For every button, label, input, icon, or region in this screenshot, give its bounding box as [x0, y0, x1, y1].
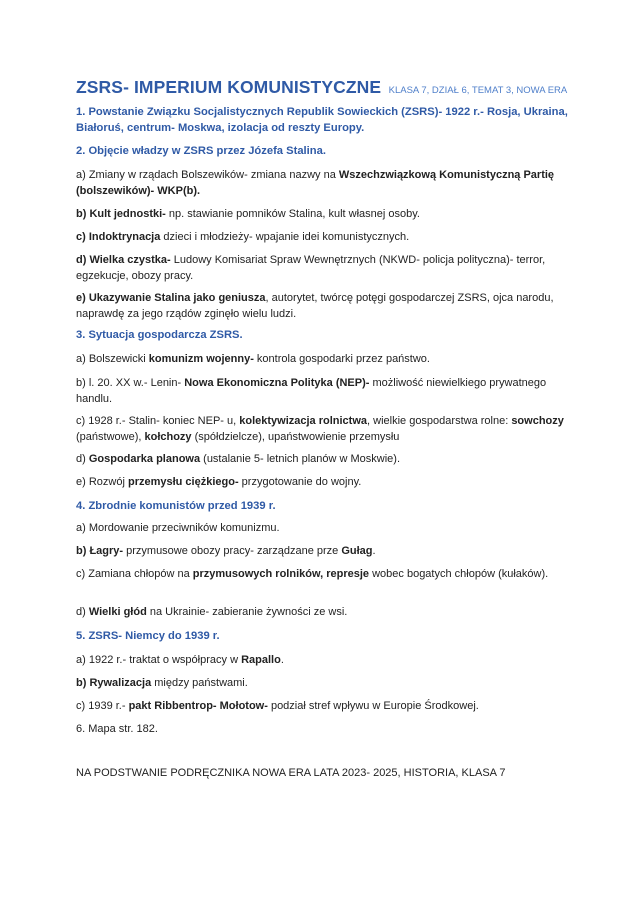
text-run: (państwowe),	[76, 431, 145, 443]
bold-term: pakt Ribbentrop- Mołotow-	[128, 700, 268, 712]
list-item	[76, 675, 576, 691]
section-heading	[76, 143, 576, 159]
text-run: 6. Mapa str. 182.	[76, 723, 158, 735]
bold-term: b) Rywalizacja	[76, 677, 152, 689]
bold-term: Nowa Ekonomiczna Polityka (NEP)-	[184, 377, 370, 389]
section-heading	[76, 628, 576, 644]
bold-term: 3. Sytuacja gospodarcza ZSRS.	[76, 329, 243, 341]
section-heading	[76, 327, 576, 343]
bold-term: b) Łagry-	[76, 545, 124, 557]
bold-term: kołchozy	[144, 431, 192, 443]
text-run: a) Bolszewicki	[76, 353, 149, 365]
list-item	[76, 167, 576, 199]
bold-term: Wszechzwiązkową Komunistyczną Partię (bolszewików)- WKP(b).	[76, 169, 555, 197]
list-item	[76, 520, 576, 536]
section-heading	[76, 104, 576, 136]
text-run: przygotowanie do wojny.	[238, 476, 362, 488]
section-heading	[76, 498, 576, 514]
text-run: dzieci i młodzieży- wpajanie idei komunistycznych.	[160, 231, 410, 243]
text-run: b) l. 20. XX w.- Lenin-	[76, 377, 185, 389]
text-run: przymusowe obozy pracy- zarządzane prze	[123, 545, 342, 557]
text-run: c) 1928 r.- Stalin- koniec NEP- u,	[76, 415, 240, 427]
text-run: e) Rozwój	[76, 476, 128, 488]
text-run: , autorytet, twórcę potęgi gospodarczej ZSRS, ojca narodu, naprawdę za jego rządów zginęło wielu ludzi.	[76, 292, 554, 320]
list-item	[76, 290, 576, 322]
list-item	[76, 451, 576, 467]
page-title	[76, 77, 567, 98]
bold-term: Rapallo	[241, 654, 281, 666]
list-item	[76, 474, 576, 490]
bold-term: 1. Powstanie Związku Socjalistycznych Republik Sowieckich (ZSRS)-	[76, 106, 443, 118]
text-run: d)	[76, 453, 89, 465]
list-item	[76, 351, 576, 367]
list-item	[76, 413, 576, 445]
bold-term: d) Wielka czystka-	[76, 254, 171, 266]
bold-term: c) Indoktrynacja	[76, 231, 161, 243]
text-run: Ludowy Komisariat Spraw Wewnętrznych (NKWD- policja polityczna)- terror, egzekucje, obozy pracy.	[76, 254, 546, 282]
bold-term: 2. Objęcie władzy w ZSRS przez Józefa Stalina.	[76, 145, 326, 157]
text-run: (ustalanie 5- letnich planów w Moskwie).	[200, 453, 401, 465]
list-item	[76, 721, 576, 737]
text-run: c) 1939 r.-	[76, 700, 129, 712]
text-run: , wielkie gospodarstwa rolne:	[367, 415, 512, 427]
bold-term: Gospodarka planowa	[88, 453, 201, 465]
bold-term: 5. ZSRS- Niemcy do 1939 r.	[76, 630, 220, 642]
bold-term: 4. Zbrodnie komunistów przed 1939 r.	[76, 500, 276, 512]
title-main: ZSRS- IMPERIUM KOMUNISTYCZNE	[76, 77, 382, 97]
text-run: (spółdzielcze), upaństwowienie przemysłu	[191, 431, 400, 443]
list-item	[76, 543, 576, 559]
list-item	[76, 375, 576, 407]
list-item	[76, 698, 576, 714]
bold-term: przymusowych rolników, represje	[192, 568, 370, 580]
text-run: kontrola gospodarki przez państwo.	[253, 353, 430, 365]
list-item	[76, 206, 576, 222]
bold-term: przemysłu ciężkiego-	[127, 476, 239, 488]
bold-term: e) Ukazywanie Stalina jako geniusza	[76, 292, 266, 304]
text-run: a) Mordowanie przeciwników komunizmu.	[76, 522, 280, 534]
bold-term: sowchozy	[511, 415, 564, 427]
list-item	[76, 604, 576, 620]
bold-term: komunizm wojenny-	[148, 353, 254, 365]
text-run: a) Zmiany w rządach Bolszewików- zmiana nazwy na	[76, 169, 339, 181]
text-run: między państwami.	[151, 677, 248, 689]
text-run: .	[372, 545, 376, 557]
text-run: a) 1922 r.- traktat o współpracy w	[76, 654, 242, 666]
bold-term: kolektywizacja rolnictwa	[239, 415, 368, 427]
list-item	[76, 229, 576, 245]
list-item	[76, 252, 576, 284]
bold-term: b) Kult jednostki-	[76, 208, 166, 220]
text-run: podział stref wpływu w Europie Środkowej.	[267, 700, 479, 712]
text-run: możliwość niewielkiego prywatnego handlu.	[76, 377, 547, 405]
bold-term: Gułag	[341, 545, 373, 557]
text-run: na Ukrainie- zabieranie żywności ze wsi.	[146, 606, 348, 618]
text-run: np. stawianie pomników Stalina, kult własnej osoby.	[165, 208, 420, 220]
footer-note: NA PODSTWANIE PODRĘCZNIKA NOWA ERA LATA 2023- 2025, HISTORIA, KLASA 7	[76, 767, 506, 779]
list-item	[76, 652, 576, 668]
text-run: d)	[76, 606, 89, 618]
list-item	[76, 566, 576, 582]
text-run: .	[280, 654, 284, 666]
text-run: wobec bogatych chłopów (kułaków).	[369, 568, 549, 580]
title-subtitle: KLASA 7, DZIAŁ 6, TEMAT 3, NOWA ERA	[388, 85, 568, 96]
text-run: c) Zamiana chłopów na	[76, 568, 193, 580]
bold-term: Wielki głód	[88, 606, 147, 618]
text-run: 1922 r.- Rosja, Ukraina, Białoruś, centrum- Moskwa, izolacja od reszty Europy.	[76, 106, 568, 134]
